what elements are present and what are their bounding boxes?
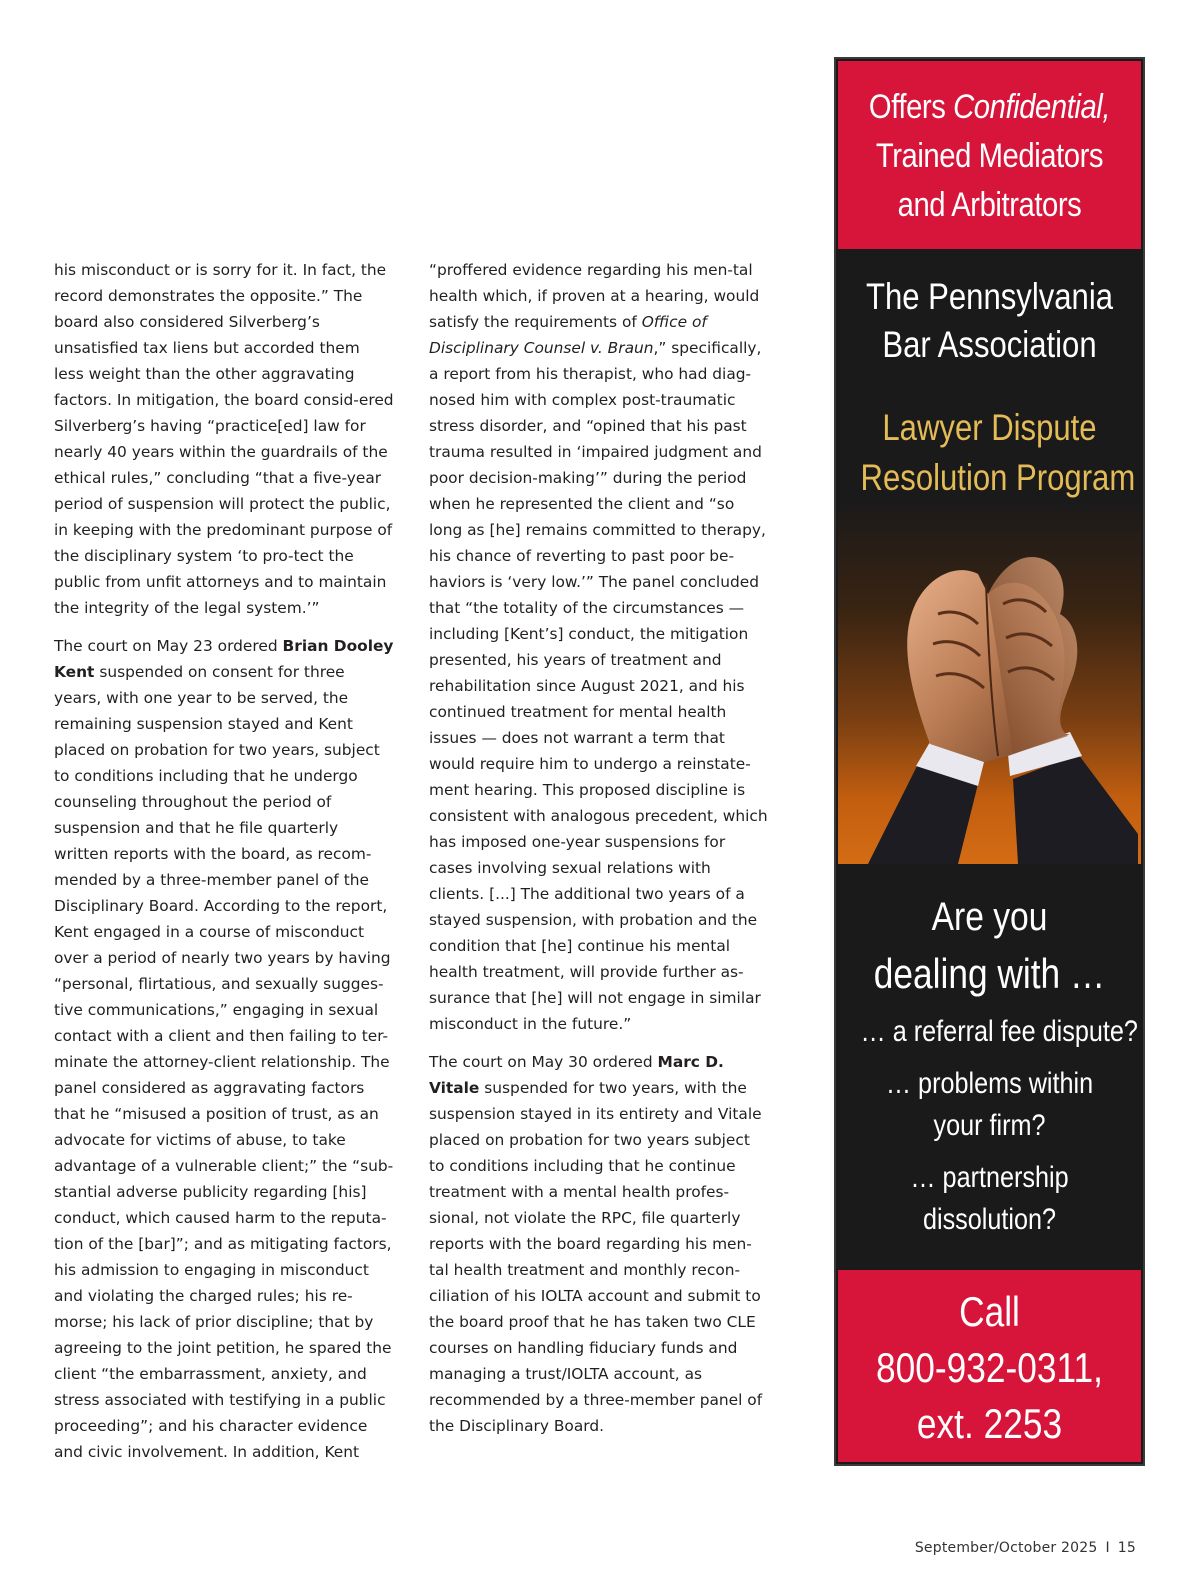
folio-separator: I: [1105, 1540, 1110, 1556]
ad-headline-block: [838, 61, 1141, 249]
page-folio: [915, 1540, 1136, 1556]
ad-phone-extension: ext. 2253: [916, 1400, 1063, 1447]
article-paragraph: [429, 257, 769, 1037]
ad-question-line: dealing with …: [873, 950, 1106, 997]
article-column-right: [429, 257, 769, 1451]
respondent-name: Marc D. Vitale: [429, 1053, 724, 1097]
ad-question-line: … problems within: [885, 1067, 1094, 1100]
ad-org-line: Bar Association: [882, 324, 1097, 365]
ad-headline-line: and Arbitrators: [897, 186, 1082, 224]
article-paragraph: [429, 1049, 769, 1439]
ad-question-line: your firm?: [933, 1109, 1046, 1142]
paragraph-text: suspended on consent for three years, with one year to be served, the remaining suspension stayed and Kent placed on probation for two years, subject to conditions including that he undergo counseling throughout the period of suspension and that he file quarterly written reports with the board, as recom-mended by a three-member panel of the Disciplinary Board. According to the report, Kent engaged in a course of misconduct over a period of nearly two years by having “personal, flirtatious, and sexually sugges-tive communications,” engaging in sexual contact with a client and then failing to ter-minate the attorney-client relationship. The panel considered as aggravating factors that he “misused a position of trust, as an advocate for victims of abuse, to take advantage of a vulnerable client;” the “sub-stantial adverse publicity regarding [his] conduct, which caused harm to the reputa-tion of the [bar]”; and as mitigating factors, his admission to engaging in misconduct and violating the charged rules; his re-morse; his lack of prior discipline; that by agreeing to the joint petition, he spared the client “the embarrassment, anxiety, and stress associated with testifying in a public proceeding”; and his character evidence and civic involvement. In addition, Kent: [54, 663, 394, 1461]
ad-program-line: Lawyer Dispute: [882, 407, 1097, 448]
ad-question-line: … a referral fee dispute?: [860, 1015, 1138, 1048]
ad-phone-number: 800-932-0311,: [876, 1344, 1103, 1391]
ad-program-line: Resolution Program: [860, 457, 1136, 498]
page-number: 15: [1117, 1540, 1136, 1556]
ad-org-line: The Pennsylvania: [865, 276, 1114, 317]
paragraph-text: The court on May 23 ordered: [54, 637, 283, 655]
paragraph-text: “proffered evidence regarding his men-tal health which, if proven at a hearing, would satisfy the requirements of: [429, 261, 760, 331]
ad-question-line: … partnership: [910, 1161, 1069, 1194]
ad-call-line: Call: [959, 1288, 1020, 1335]
clasped-hands-photo: [838, 504, 1141, 864]
ad-text-emphasis: Confidential,: [953, 88, 1111, 126]
advertisement: [834, 57, 1145, 1466]
ad-questions-block: [836, 889, 1143, 1241]
case-citation: Office of Disciplinary Counsel v. Braun: [429, 313, 707, 357]
respondent-name: Brian Dooley Kent: [54, 637, 394, 681]
ad-program-block: [836, 251, 1143, 503]
ad-organization: [836, 273, 1143, 369]
paragraph-text: suspended for two years, with the suspension stayed in its entirety and Vitale placed on probation for two years subject to conditions including that he continue treatment with a mental health profes-sional, not violate the RPC, file quarterly reports with the board regarding his men-tal health treatment and monthly recon-ciliation of his IOLTA account and submit to the board proof that he has taken two CLE courses on handling fiduciary funds and managing a trust/IOLTA account, as recommended by a three-member panel of the Disciplinary Board.: [429, 1079, 763, 1435]
ad-headline-line: [859, 83, 1120, 132]
ad-headline-line: Trained Mediators: [875, 137, 1104, 175]
paragraph-text: The court on May 30 ordered: [429, 1053, 658, 1071]
issue-date: September/October 2025: [914, 1540, 1098, 1556]
article-column-left: [54, 257, 394, 1477]
clasped-hands-icon: [838, 504, 1141, 864]
ad-call-block: [838, 1270, 1141, 1462]
ad-text: Offers: [868, 88, 954, 126]
ad-question-line: dissolution?: [922, 1203, 1057, 1236]
article-paragraph: [54, 633, 394, 1465]
ad-question-line: Are you: [931, 895, 1048, 939]
article-paragraph: his misconduct or is sorry for it. In fact, the record demonstrates the opposite.” The board also considered Silverberg’s unsatisfied tax liens but accorded them less weight than the other aggravating factors. In mitigation, the board consid-ered Silverberg’s having “practice[ed] law for nearly 40 years within the guardrails of the ethical rules,” concluding “that a five-year period of suspension will protect the public, in keeping with the predominant purpose of the disciplinary system ‘to pro-tect the public from unfit attorneys and to maintain the integrity of the legal system.’”: [54, 261, 394, 617]
ad-program-name: [836, 403, 1143, 503]
paragraph-text: ,” specifically, a report from his therapist, who had diag-nosed him with complex post-traumatic stress disorder, and “opined that his past trauma resulted in ‘impaired judgment and poor decision-making’” during the period when he represented the client and “so long as [he] remains committed to therapy, his chance of reverting to past poor be-haviors is ‘very low.’” The panel concluded that “the totality of the circumstances — including [Kent’s] conduct, the mitigation presented, his years of treatment and rehabilitation since August 2021, and his continued treatment for mental health issues — does not warrant a term that would require him to undergo a reinstate-ment hearing. This proposed discipline is consistent with analogous precedent, which has imposed one-year suspensions for cases involving sexual relations with clients. [...] The additional two years of a stayed suspension, with probation and the condition that [he] continue his mental health treatment, will provide further as-surance that [he] will not engage in similar misconduct in the future.”: [429, 339, 768, 1033]
